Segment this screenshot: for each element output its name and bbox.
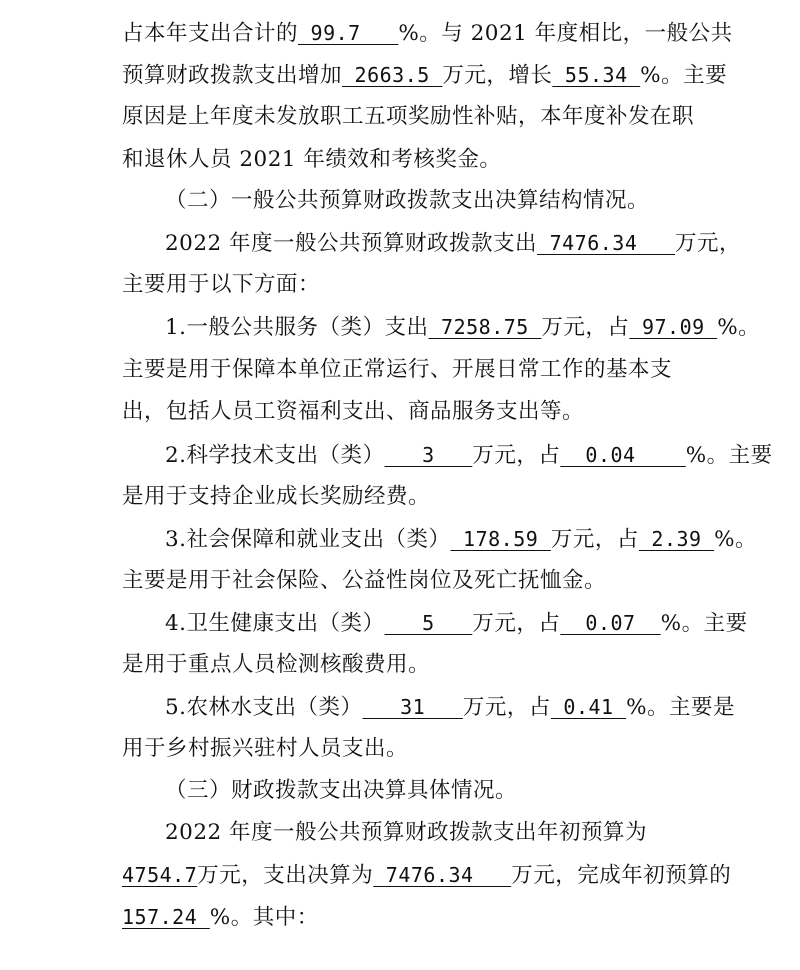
text-run: 万元，增长 [442, 63, 553, 88]
text-run: 2.科学技术支出（类） [165, 443, 385, 468]
text-run: 万元，完成年初预算的 [511, 863, 732, 888]
text-run: （二）一般公共预算财政拨款支出决算结构情况。 [165, 188, 650, 213]
text-run: 出，包括人员工资福利支出、商品服务支出等。 [122, 399, 585, 424]
underlined-value: 4754.7 [122, 863, 198, 887]
underlined-value: 31 [362, 695, 463, 719]
text-run: 万元，占 [462, 695, 551, 720]
text-run: %。主要是 [626, 695, 736, 720]
paragraph-line [165, 818, 725, 848]
text-run: 万元，占 [472, 443, 561, 468]
text-run: 5.农林水支出（类） [165, 695, 363, 720]
text-run: 主要是用于社会保险、公益性岗位及死亡抚恤金。 [122, 568, 607, 593]
text-run: %。与 2021 年度相比，一般公共 [398, 21, 733, 46]
text-run: %。主要 [660, 611, 748, 636]
text-run: （三）财政拨款支出决算具体情况。 [165, 778, 518, 803]
text-run: 2022 年度一般公共预算财政拨款支出 [165, 231, 538, 256]
underlined-value: 0.04 [560, 443, 686, 467]
paragraph-line [122, 650, 682, 680]
text-run: %。其中： [209, 905, 319, 930]
paragraph-line [122, 397, 682, 427]
underlined-value: 3 [384, 443, 473, 467]
text-run: 万元，支出决算为 [197, 863, 374, 888]
paragraph-line [165, 608, 748, 639]
paragraph-line [122, 270, 682, 300]
underlined-value: 178.59 [450, 527, 551, 551]
paragraph-line [122, 102, 695, 132]
paragraph-line [165, 440, 773, 471]
text-run: %。 [717, 315, 761, 340]
section-heading [165, 186, 725, 216]
text-run: 主要是用于保障本单位正常运行、开展日常工作的基本支 [122, 357, 673, 382]
underlined-value: 157.24 [122, 905, 210, 929]
text-run: 是用于支持企业成长奖励经费。 [122, 484, 431, 509]
text-run: 4.卫生健康支出（类） [165, 611, 385, 636]
paragraph-line [122, 355, 682, 385]
underlined-value: 2663.5 [342, 63, 443, 87]
paragraph-line [122, 902, 682, 933]
text-run: 2022 年度一般公共预算财政拨款支出年初预算为 [165, 820, 648, 845]
underlined-value: 2.39 [638, 527, 715, 551]
paragraph-line [122, 145, 682, 175]
paragraph-line [165, 228, 742, 259]
underlined-value: 97.09 [629, 315, 718, 339]
text-run: %。 [714, 527, 758, 552]
text-run: 原因是上年度未发放职工五项奖励性补贴，本年度补发在职 [122, 104, 695, 129]
text-run: 和退休人员 2021 年绩效和考核奖金。 [122, 147, 502, 172]
text-run: 是用于重点人员检测核酸费用。 [122, 652, 431, 677]
paragraph-line [165, 312, 761, 343]
text-run: 用于乡村振兴驻村人员支出。 [122, 736, 409, 761]
text-run: 万元，占 [550, 527, 639, 552]
text-run: 预算财政拨款支出增加 [122, 63, 343, 88]
paragraph-line [122, 734, 682, 764]
text-run: 3.社会保障和就业支出（类） [165, 527, 451, 552]
paragraph-line [122, 18, 733, 49]
text-run: 主要用于以下方面： [122, 272, 321, 297]
paragraph-line [165, 692, 736, 723]
paragraph-line [165, 524, 758, 555]
paragraph-line [122, 60, 728, 91]
underlined-value: 7258.75 [428, 315, 542, 339]
underlined-value: 0.07 [560, 611, 661, 635]
paragraph-line [122, 482, 682, 512]
underlined-value: 0.41 [550, 695, 627, 719]
text-run: 占本年支出合计的 [122, 21, 299, 46]
text-run: 万元，占 [472, 611, 561, 636]
paragraph-line [122, 860, 732, 891]
text-run: 1.一般公共服务（类）支出 [165, 315, 429, 340]
section-heading [165, 776, 725, 806]
underlined-value: 99.7 [298, 21, 399, 45]
underlined-value: 7476.34 [373, 863, 512, 887]
paragraph-line [122, 566, 682, 596]
underlined-value: 55.34 [552, 63, 641, 87]
text-run: 万元， [675, 231, 742, 256]
underlined-value: 5 [384, 611, 473, 635]
text-run: %。主要 [640, 63, 728, 88]
text-run: %。主要 [685, 443, 773, 468]
underlined-value: 7476.34 [537, 231, 676, 255]
text-run: 万元，占 [541, 315, 630, 340]
